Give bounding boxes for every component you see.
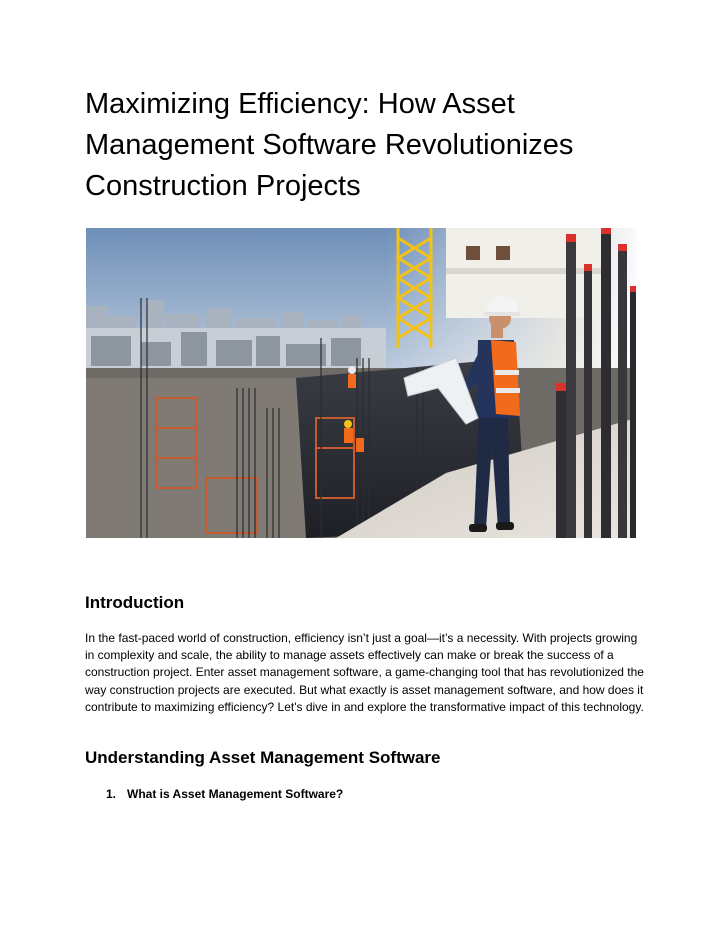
understanding-list <box>106 786 343 802</box>
document-title: Maximizing Efficiency: How Asset Management Software Revolutionizes Construction Projects <box>85 88 574 202</box>
list-item-number: 1. <box>106 787 117 801</box>
list-item <box>106 786 343 802</box>
introduction-paragraph: In the fast-paced world of construction, efficiency isn’t just a goal—it’s a necessity. With projects growing in complexity and scale, the ability to manage assets effectively can make or break the success of a construction project. Enter asset management software, a game-changing tool that has revolutionized the way construction projects are executed. But what exactly is asset management software, and how does it contribute to maximizing efficiency? Let's dive in and explore the transformative impact of this technology. <box>85 631 644 714</box>
introduction-heading: Introduction <box>85 593 185 612</box>
list-item-text: What is Asset Management Software? <box>127 787 344 801</box>
understanding-heading: Understanding Asset Management Software <box>85 748 441 767</box>
hero-image <box>86 228 636 538</box>
